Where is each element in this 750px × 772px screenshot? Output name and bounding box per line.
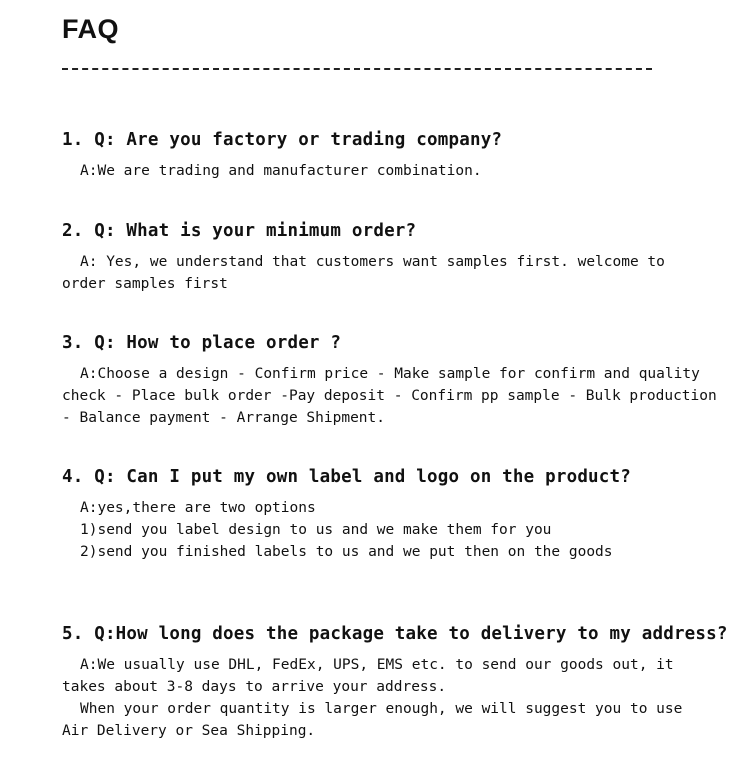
faq-answer-2	[62, 251, 672, 295]
faq-answer-line: A:yes,there are two options	[80, 500, 316, 516]
page-title: FAQ	[62, 14, 120, 44]
faq-answer-line: Air Delivery or Sea Shipping.	[62, 723, 316, 739]
faq-answer-line: A:We usually use DHL, FedEx, UPS, EMS etc. to send our goods out, it	[80, 657, 674, 673]
faq-answer-line: When your order quantity is larger enough, we will suggest you to use	[80, 701, 683, 717]
faq-answer-line: 1)send you label design to us and we make them for you	[80, 522, 552, 538]
faq-answer-1	[62, 160, 672, 182]
faq-answer-4	[62, 497, 672, 563]
faq-answer-5	[62, 654, 683, 742]
faq-item-3	[62, 333, 717, 429]
faq-answer-line: A:Choose a design - Confirm price - Make sample for confirm and quality	[80, 366, 700, 382]
faq-item-5	[62, 624, 728, 742]
faq-question-3: 3. Q: How to place order ?	[62, 333, 342, 353]
faq-answer-line: - Balance payment - Arrange Shipment.	[62, 410, 386, 426]
faq-item-4	[62, 467, 672, 563]
faq-answer-line: takes about 3-8 days to arrive your address.	[62, 679, 447, 695]
faq-answer-line: A:We are trading and manufacturer combination.	[80, 163, 482, 179]
faq-question-4: 4. Q: Can I put my own label and logo on the product?	[62, 467, 632, 487]
faq-question-5: 5. Q:How long does the package take to delivery to my address?	[62, 624, 728, 644]
faq-answer-line: A: Yes, we understand that customers want samples first. welcome to	[80, 254, 665, 270]
faq-answer-line: 2)send you finished labels to us and we put then on the goods	[80, 544, 613, 560]
faq-item-2	[62, 221, 672, 295]
faq-item-1	[62, 130, 672, 182]
faq-answer-line: check - Place bulk order -Pay deposit - Confirm pp sample - Bulk production	[62, 388, 717, 404]
dashed-divider	[62, 68, 652, 70]
faq-question-1: 1. Q: Are you factory or trading company?	[62, 130, 503, 150]
faq-answer-line: order samples first	[62, 276, 228, 292]
faq-question-2: 2. Q: What is your minimum order?	[62, 221, 417, 241]
faq-answer-3	[62, 363, 717, 429]
